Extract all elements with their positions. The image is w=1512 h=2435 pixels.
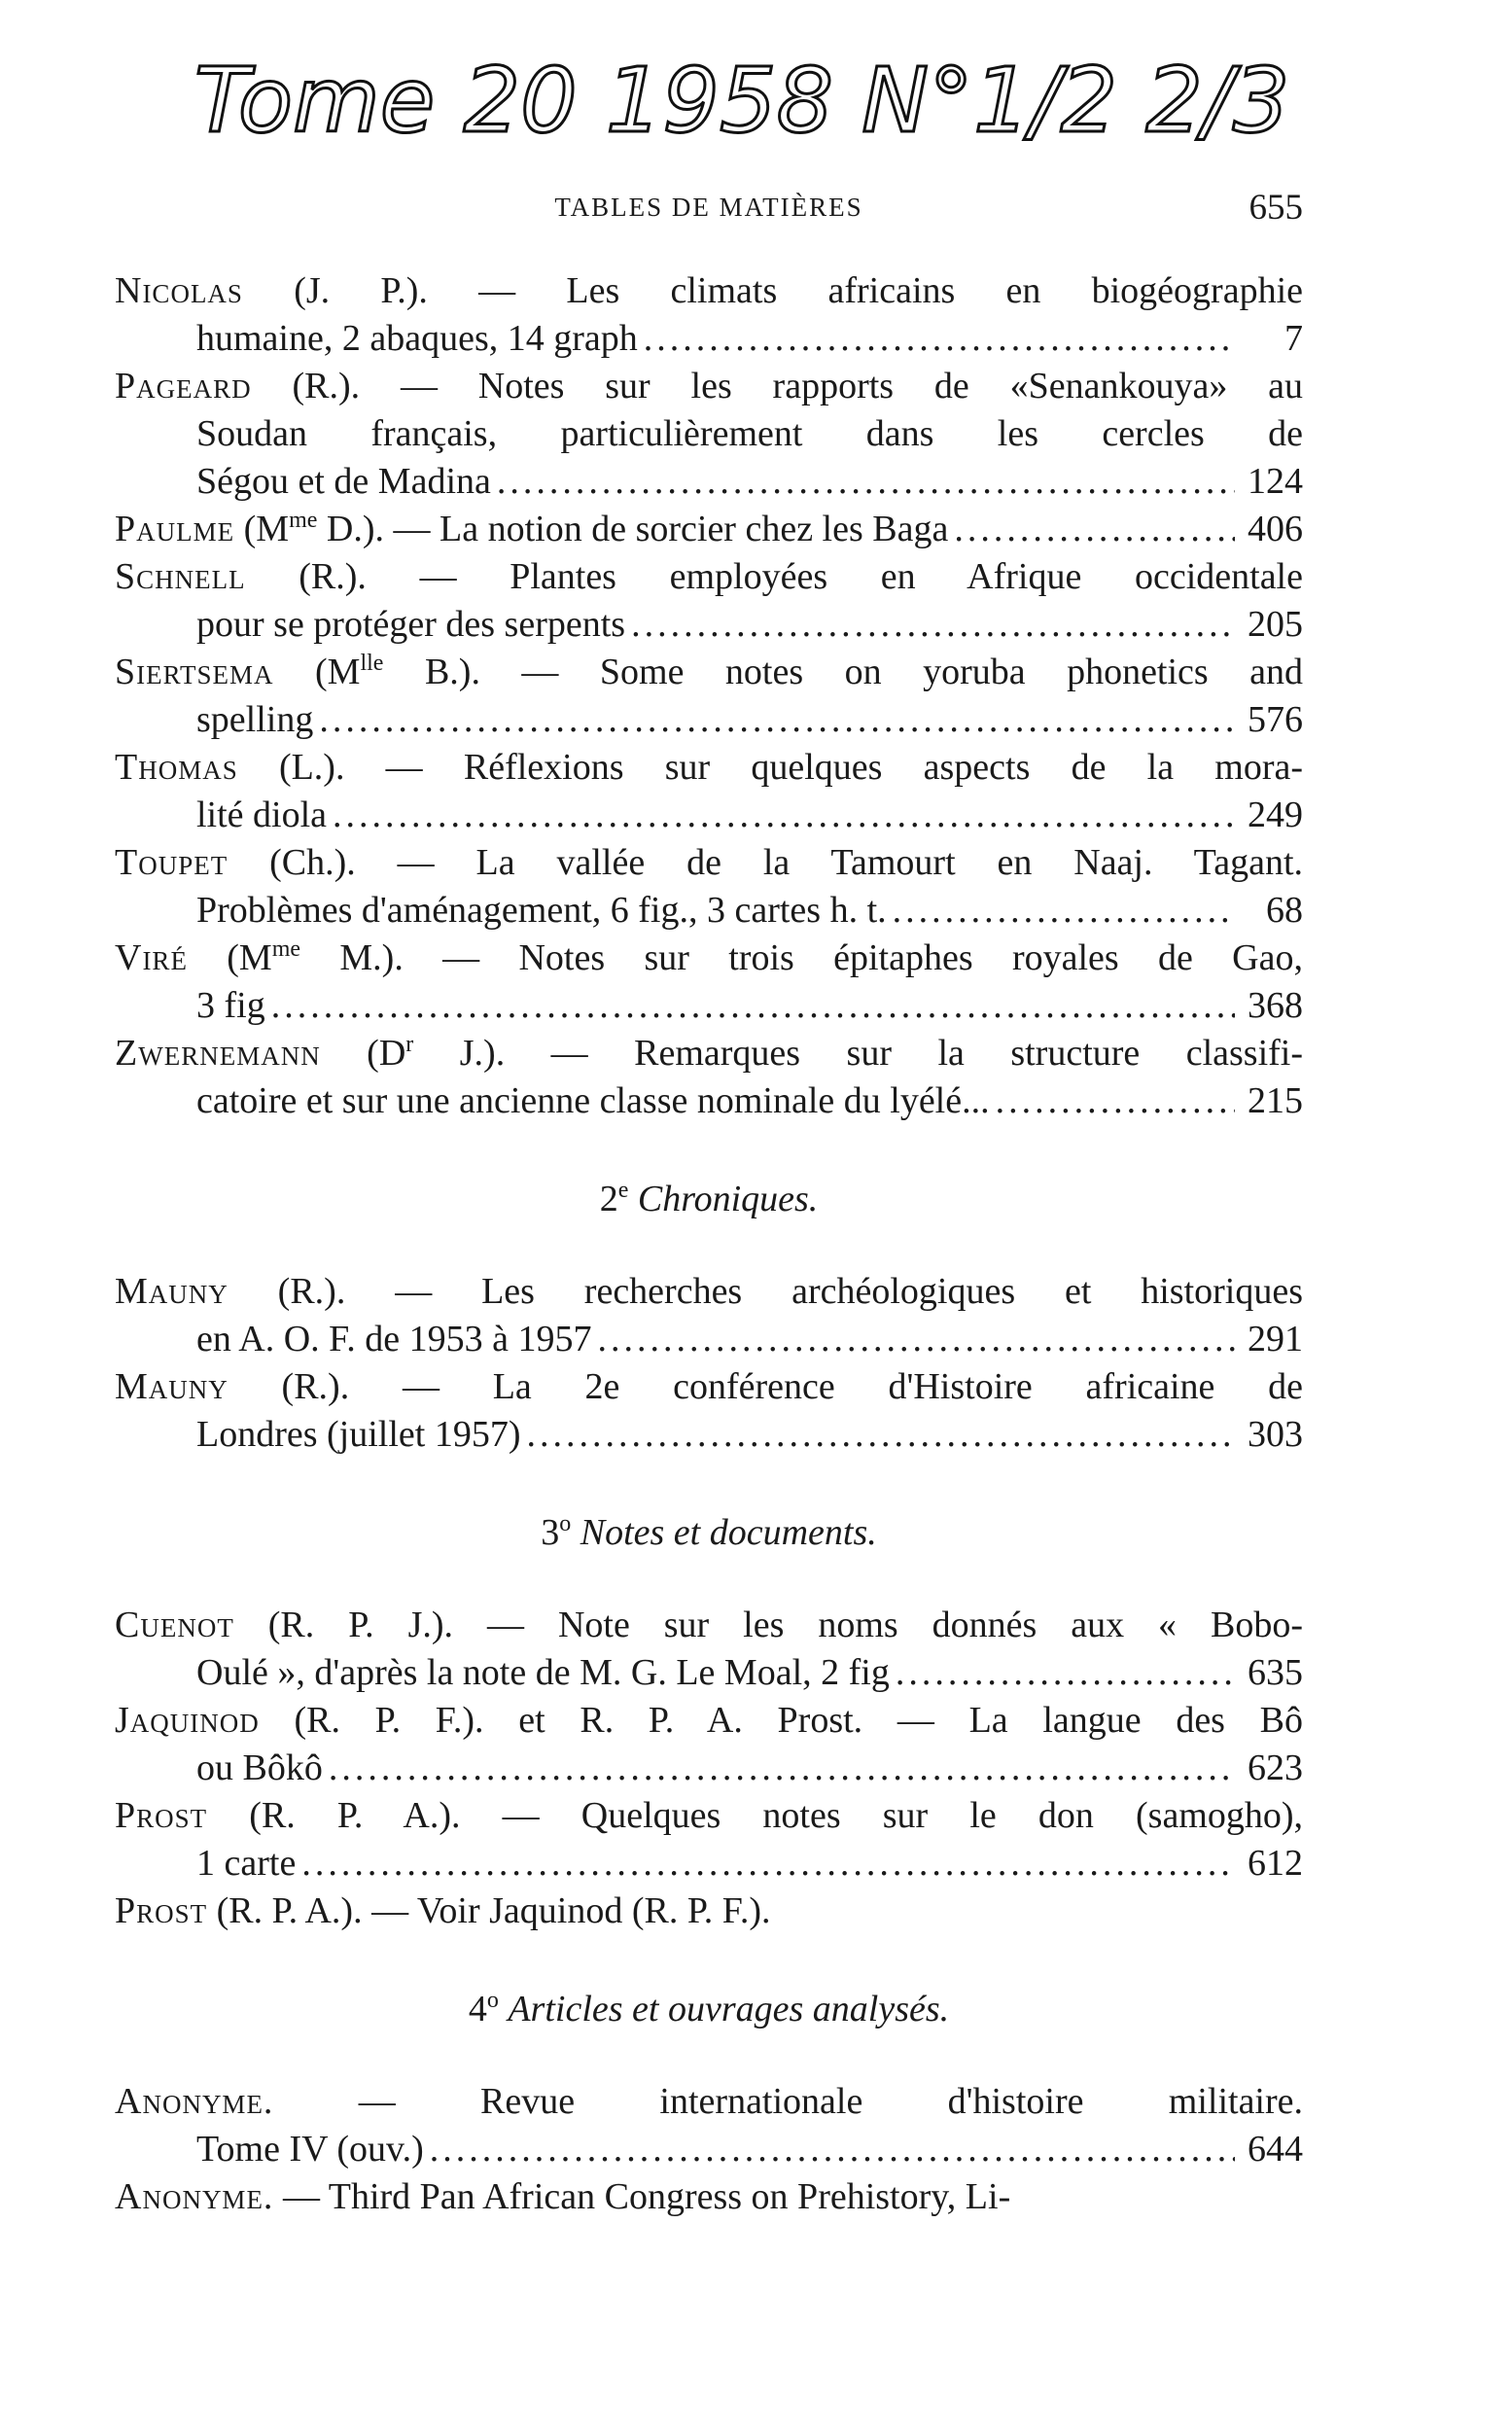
entry-line: [115, 601, 1303, 649]
entry-line: [115, 887, 1303, 935]
entry-title: — La notion de sorcier chez les Baga: [393, 509, 949, 549]
entry-first-line: [115, 935, 1303, 982]
entry-first-line: [115, 839, 1303, 887]
list-item: [115, 649, 1303, 744]
entry-first-line: [115, 1602, 1303, 1649]
author-initials: (L.).: [278, 747, 345, 788]
author-initials: (J. P.).: [294, 270, 428, 311]
author-initials: (R.).: [281, 1366, 350, 1407]
entry-line: [115, 1411, 1303, 1459]
entry-page: 7: [1284, 318, 1303, 359]
entry-title: — Notes sur trois épitaphes royales de Gao,: [442, 937, 1303, 978]
leader-dots: [996, 1077, 1235, 1125]
list-item: [115, 935, 1303, 1030]
author-name: Mauny: [115, 1366, 229, 1407]
author-name: Zwernemann: [115, 1033, 321, 1074]
entry-continuation: en A. O. F. de 1953 à 1957: [196, 1319, 592, 1359]
leader-dots: [497, 458, 1235, 506]
list-item: [115, 1792, 1303, 1888]
entry-line: [115, 1745, 1303, 1792]
entry-first-line: [115, 1792, 1303, 1840]
entry-continuation: Tome IV (ouv.): [196, 2129, 424, 2170]
superscript: me: [271, 936, 301, 962]
superscript: r: [405, 1032, 414, 1057]
entry-continuation: humaine, 2 abaques, 14 graph: [196, 318, 638, 359]
section-heading: [115, 1176, 1303, 1223]
entry-continuation: catoire et sur une ancienne classe nominale du lyélé...: [196, 1080, 990, 1121]
leader-dots: [644, 315, 1235, 363]
entry-page: 644: [1248, 2129, 1303, 2170]
entry-page: 612: [1248, 1843, 1303, 1884]
list-item: [115, 1602, 1303, 1697]
entry-continuation: Londres (juillet 1957): [196, 1414, 521, 1455]
entry-line: [115, 1840, 1303, 1888]
section-number: 3: [541, 1512, 560, 1553]
author-name: Toupet: [115, 842, 229, 883]
entry-page: 576: [1248, 699, 1303, 740]
leader-dots: [301, 1840, 1235, 1888]
section-number: 4: [468, 1989, 487, 2029]
superscript: me: [289, 508, 318, 533]
section-number: 2: [599, 1179, 618, 1219]
entry-continuation: Ségou et de Madina: [196, 461, 491, 502]
section-label: Notes et documents.: [580, 1512, 877, 1553]
author-initials: (M: [243, 509, 290, 549]
entry-line: [115, 1316, 1303, 1363]
entry-title: — Plantes employées en Afrique occidentale: [419, 556, 1303, 597]
entry-first-line: [115, 1697, 1303, 1745]
author-name: Thomas: [115, 747, 238, 788]
list-item: [115, 553, 1303, 649]
page-number: 655: [1248, 188, 1303, 228]
entry-first-line: [115, 2176, 1010, 2217]
list-item: [115, 363, 1303, 506]
entry-page: 205: [1248, 604, 1303, 645]
section-label: Articles et ouvrages analysés.: [508, 1989, 950, 2029]
superscript: o: [486, 1988, 499, 2013]
entry-page: 68: [1266, 890, 1303, 931]
entry-title: — Remarques sur la structure classifi-: [550, 1033, 1304, 1074]
entry-line: [115, 2126, 1303, 2173]
author-initials: (R. P. J.).: [267, 1605, 454, 1645]
entry-page: 215: [1248, 1080, 1303, 1121]
section-label: Chroniques.: [637, 1179, 819, 1219]
entry-continuation: spelling: [196, 699, 314, 740]
entry-line: [115, 696, 1303, 744]
list-item: [115, 1363, 1303, 1459]
author-initials-2: D.).: [326, 509, 385, 549]
entry-title: — Les climats africains en biogéographie: [478, 270, 1303, 311]
leader-dots: [893, 887, 1235, 935]
list-item: [115, 744, 1303, 839]
leader-dots: [271, 982, 1235, 1030]
section-heading: [115, 1509, 1303, 1557]
entry-first-line: [115, 2078, 1303, 2126]
leader-dots: [954, 506, 1235, 553]
entry-page: 623: [1248, 1747, 1303, 1788]
entry-page: 303: [1248, 1414, 1303, 1455]
entry-title: — Revue internationale d'histoire militaire.: [358, 2081, 1304, 2122]
entry-title: — Note sur les noms donnés aux « Bobo-: [487, 1605, 1303, 1645]
entry-continuation: ou Bôkô: [196, 1747, 323, 1788]
entry-first-line: [115, 1030, 1303, 1077]
entry-continuation: Soudan français, particulièrement dans les cercles de: [196, 413, 1303, 454]
list-item: [115, 2173, 1303, 2221]
entry-continuation: Problèmes d'aménagement, 6 fig., 3 cartes h. t.: [196, 890, 887, 931]
leader-dots: [329, 1745, 1235, 1792]
author-name: Anonyme.: [115, 2081, 274, 2122]
entry-page: 368: [1248, 985, 1303, 1026]
author-name: Prost: [115, 1890, 208, 1931]
handwritten-text: Tome 20 1958 N°1/2 2/3: [194, 49, 1290, 153]
entry-title: — Les recherches archéologiques et historiques: [395, 1271, 1304, 1312]
author-name: Nicolas: [115, 270, 243, 311]
superscript: e: [617, 1178, 629, 1203]
author-name: Pageard: [115, 366, 252, 406]
list-item: [115, 267, 1303, 363]
list-item: [115, 1268, 1303, 1363]
author-initials: (R. P. A.).: [249, 1795, 461, 1836]
list-item: [115, 1697, 1303, 1792]
entry-line: [115, 792, 1303, 839]
entry-page: 406: [1248, 509, 1303, 549]
author-name: Cuenot: [115, 1605, 234, 1645]
author-name: Schnell: [115, 556, 246, 597]
entry-continuation: 3 fig: [196, 985, 265, 1026]
author-initials-2: B.).: [424, 652, 480, 692]
page-title: TABLES DE MATIÈRES: [554, 193, 863, 222]
entry-line: [115, 315, 1303, 363]
entry-page: 635: [1248, 1652, 1303, 1693]
entry-text: [115, 506, 948, 553]
entry-line: [115, 982, 1303, 1030]
handwritten-annotation: [0, 0, 1512, 194]
entry-first-line: [115, 363, 1303, 410]
superscript: o: [559, 1511, 572, 1536]
author-initials: (R.).: [299, 556, 367, 597]
leader-dots: [333, 792, 1235, 839]
author-initials: (R. P. F.). et R. P. A. Prost.: [294, 1700, 863, 1741]
table-of-contents: [115, 267, 1303, 2221]
entry-page: 249: [1248, 794, 1303, 835]
list-item: [115, 1030, 1303, 1125]
list-item: [115, 839, 1303, 935]
leader-dots: [597, 1316, 1235, 1363]
entry-line: [115, 1649, 1303, 1697]
list-item: [115, 2078, 1303, 2173]
entry-first-line: [115, 744, 1303, 792]
entry-first-line: [115, 553, 1303, 601]
entry-line: [115, 1077, 1303, 1125]
page-header: [115, 188, 1303, 241]
leader-dots: [631, 601, 1235, 649]
author-initials-2: J.).: [459, 1033, 506, 1074]
author-name: Viré: [115, 937, 188, 978]
entry-continuation: Oulé », d'après la note de M. G. Le Moal, 2 fig: [196, 1652, 890, 1693]
leader-dots: [526, 1411, 1235, 1459]
author-initials: (R.).: [292, 366, 361, 406]
entry-title: — Quelques notes sur le don (samogho),: [502, 1795, 1304, 1836]
author-initials: (M: [315, 652, 361, 692]
entry-first-line: [115, 649, 1303, 696]
entry-continuation: pour se protéger des serpents: [196, 604, 626, 645]
entry-page: 124: [1248, 461, 1303, 502]
entry-title: — Third Pan African Congress on Prehistory, Li-: [282, 2176, 1011, 2217]
author-initials: (R.).: [277, 1271, 346, 1312]
entry-title: — Some notes on yoruba phonetics and: [521, 652, 1304, 692]
author-name: Anonyme.: [115, 2176, 274, 2217]
list-item: [115, 1888, 1303, 1935]
entry-continuation: 1 carte: [196, 1843, 297, 1884]
leader-dots: [896, 1649, 1235, 1697]
author-name: Siertsema: [115, 652, 274, 692]
leader-dots: [430, 2126, 1235, 2173]
entry-title: — Notes sur les rapports de «Senankouya» au: [400, 366, 1304, 406]
author-name: Prost: [115, 1795, 208, 1836]
author-name: Jaquinod: [115, 1700, 260, 1741]
author-initials: (D: [367, 1033, 406, 1074]
author-initials: (M: [227, 937, 272, 978]
list-item: [115, 506, 1303, 553]
entry-first-line: [115, 267, 1303, 315]
section-heading: [115, 1986, 1303, 2033]
entry-first-line: [115, 1363, 1303, 1411]
author-initials: (Ch.).: [269, 842, 356, 883]
entry-line: [115, 506, 1303, 553]
entry-first-line: [115, 1268, 1303, 1316]
entry-title: — La 2e conférence d'Histoire africaine de: [402, 1366, 1304, 1407]
author-initials: (R. P. A.).: [216, 1890, 363, 1931]
entry-title: — Voir Jaquinod (R. P. F.).: [371, 1890, 771, 1931]
entry-title: — La vallée de la Tamourt en Naaj. Tagant.: [397, 842, 1304, 883]
entry-title: — Réflexions sur quelques aspects de la mora-: [385, 747, 1303, 788]
author-initials-2: M.).: [339, 937, 404, 978]
author-name: Paulme: [115, 509, 235, 549]
superscript: lle: [360, 651, 384, 676]
entry-line: [115, 458, 1303, 506]
entry-continuation: lité diola: [196, 794, 328, 835]
entry-title: — La langue des Bô: [897, 1700, 1304, 1741]
entry-page: 291: [1248, 1319, 1303, 1359]
entry-first-line: [115, 1890, 771, 1931]
leader-dots: [319, 696, 1235, 744]
author-name: Mauny: [115, 1271, 229, 1312]
